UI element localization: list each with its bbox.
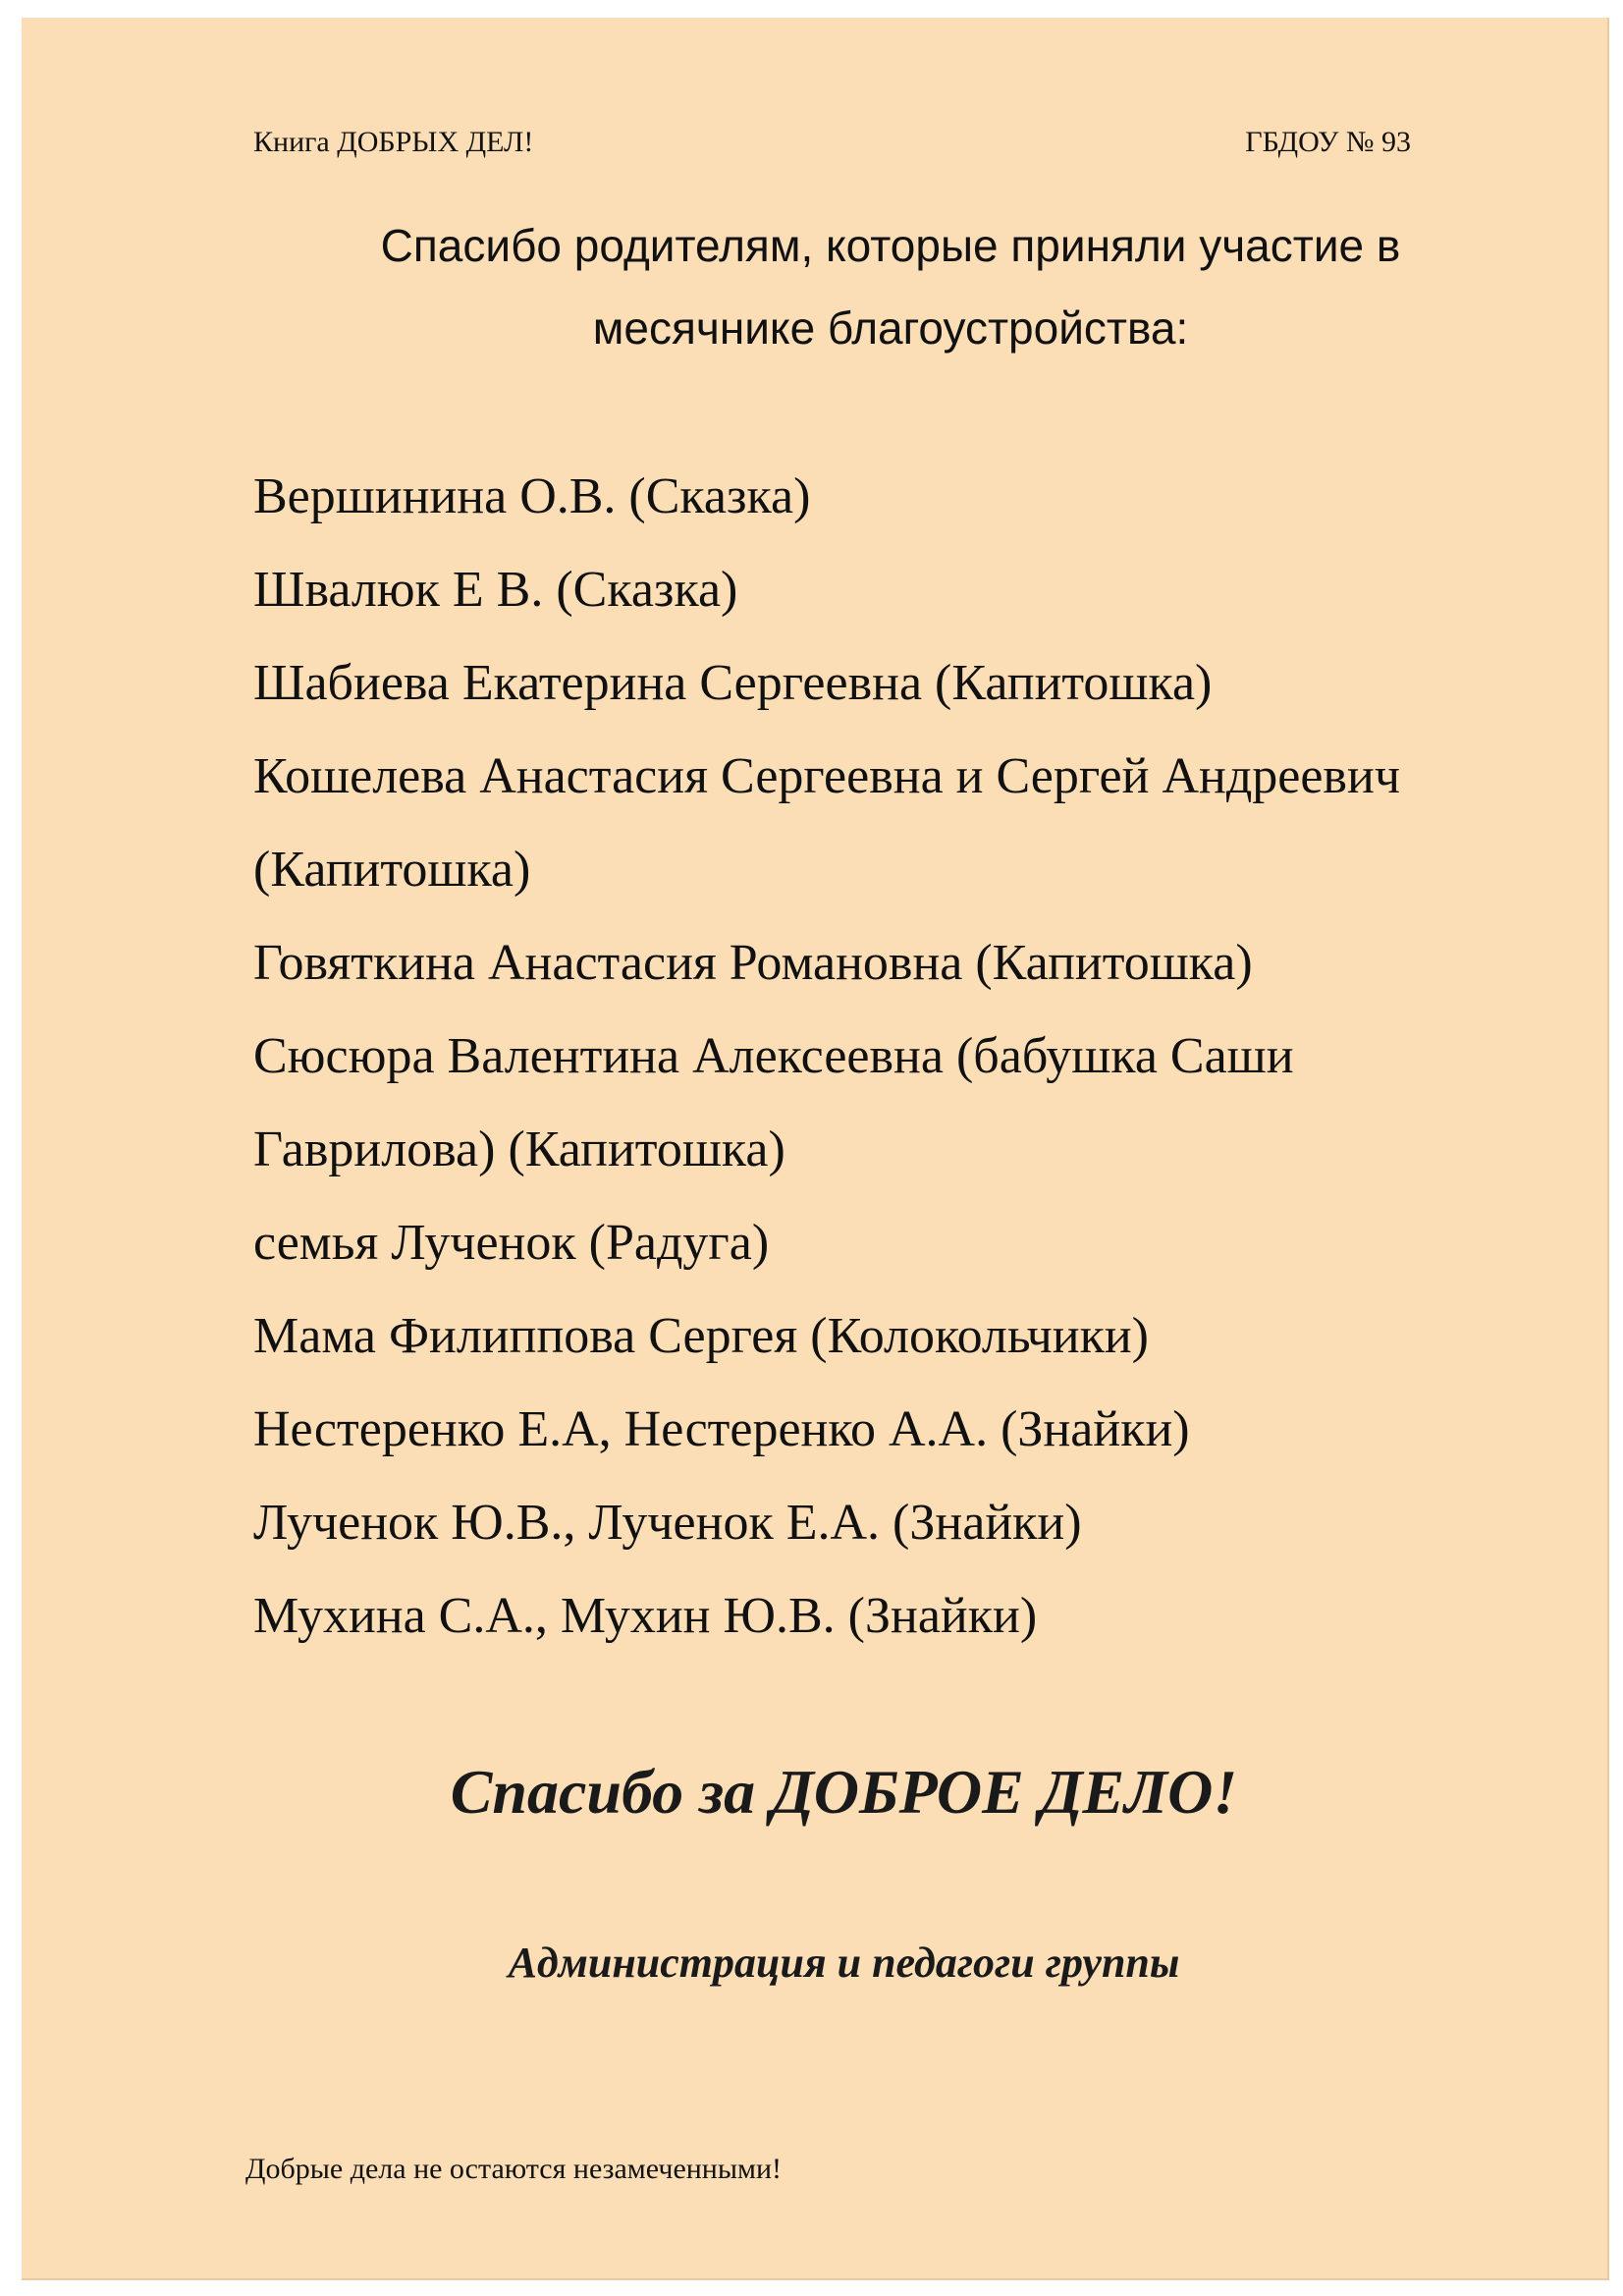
title-line-1: Спасибо родителям, которые приняли участие в (380, 220, 1401, 271)
signature-line: Администрация и педагоги группы (508, 1939, 1180, 1987)
list-item: Говяткина Анастасия Романовна (Капитошка) (253, 935, 1253, 991)
list-item: Швалюк Е В. (Сказка) (253, 562, 738, 618)
document-page (22, 18, 1609, 2280)
list-item: Лученок Ю.В., Лученок Е.А. (Знайки) (253, 1495, 1082, 1551)
page-title (159, 204, 1534, 369)
list-item: Кошелева Анастасия Сергеевна и Сергей Андреевич (253, 748, 1400, 804)
list-item: Нестеренко Е.А, Нестеренко А.А. (Знайки) (253, 1401, 1190, 1457)
thanks-heading: Спасибо за ДОБРОЕ ДЕЛО! (450, 1757, 1238, 1827)
list-item: Мама Филиппова Сергея (Колокольчики) (253, 1308, 1149, 1364)
list-item: Гаврилова) (Капитошка) (253, 1121, 785, 1177)
title-line-2: месячнике благоустройства: (592, 302, 1189, 354)
list-item: Сюсюра Валентина Алексеевна (бабушка Саши (253, 1028, 1294, 1084)
header-book-title: Книга ДОБРЫХ ДЕЛ! (253, 126, 534, 158)
list-item: семья Лученок (Радуга) (253, 1215, 770, 1271)
footer-text: Добрые дела не остаются незамеченными! (245, 2153, 783, 2185)
list-item: Вершинина О.В. (Сказка) (253, 468, 811, 524)
list-item: Мухина С.А., Мухин Ю.В. (Знайки) (253, 1588, 1038, 1644)
header-institution: ГБДОУ № 93 (1245, 126, 1411, 158)
list-item: Шабиева Екатерина Сергеевна (Капитошка) (253, 655, 1213, 711)
names-list (253, 450, 1559, 1663)
list-item: (Капитошка) (253, 842, 531, 898)
